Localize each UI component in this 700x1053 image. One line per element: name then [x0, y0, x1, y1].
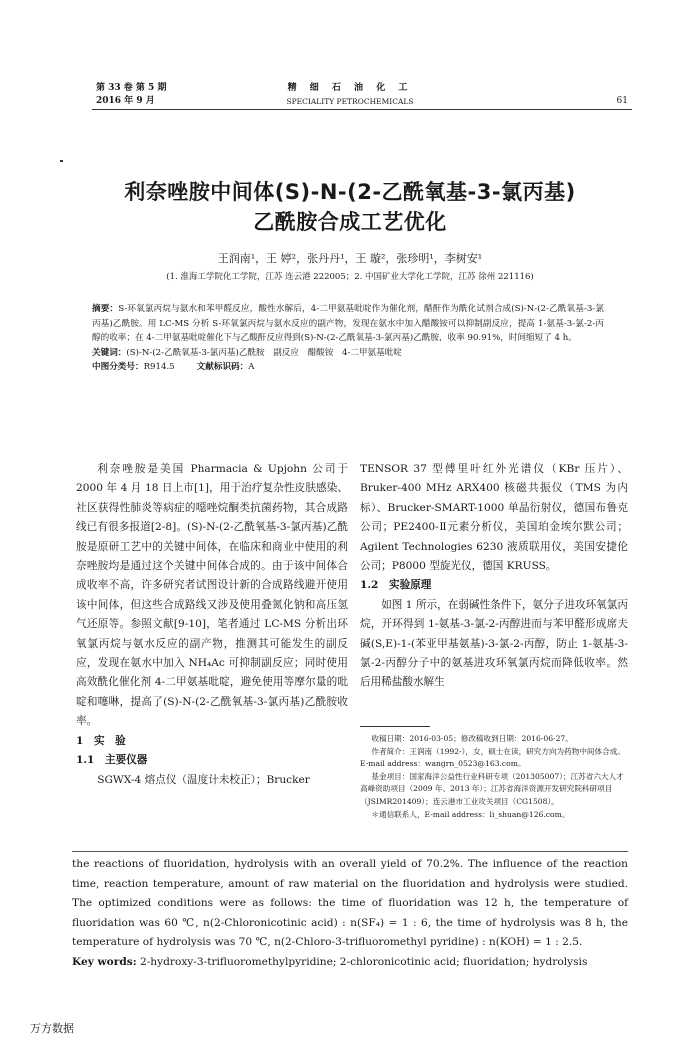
english-keywords-line	[72, 953, 628, 973]
principle-paragraph: 如图 1 所示，在弱碱性条件下，氨分子进攻环氧氯丙烷，开环得到 1-氨基-3-氯-2-丙醇进而与苯甲醛形成席夫碱(S,E)-1-(苯亚甲基氨基)-3-氯-2-丙醇，防止 1-氨基-3-氯-2-丙醇分子中的氨基进攻环氧氯丙烷而降低收率。然后用稀盐酸水解生	[360, 598, 628, 689]
keywords-label: 关键词：	[92, 347, 127, 358]
footnote-fund: 基金项目：国家海洋公益性行业科研专项（201305007）；江苏省六大人才高峰资助项目（2009 年、2013 年）；江苏省海洋资源开发研究院科研项目（JSIMR201409）；连云港市工业攻关项目（CG1508）。	[360, 771, 624, 806]
paper-title-line-1: 利奈唑胺中间体(S)-N-(2-乙酰氧基-3-氯丙基)	[124, 180, 576, 204]
issue-date: 2016 年 9 月	[96, 96, 155, 106]
english-keywords-text: 2-hydroxy-3-trifluoromethylpyridine; 2-chloronicotinic acid; fluoridation; hydrolysis	[139, 955, 588, 968]
section-divider	[72, 851, 628, 852]
introduction-paragraph: 利奈唑胺是美国 Pharmacia & Upjohn 公司于 2000 年 4 月 18 日上市[1]，用于治疗复杂性皮肤感染、社区获得性肺炎等病症的噁唑烷酮类抗菌药物，其合成路线已有很多报道[2-8]。(S)-N-(2-乙酰氧基-3-氯丙基)乙酰胺是原研工艺中的关键中间体，在临床和商业中使用的利奈唑胺均是通过这个关键中间体合成的。由于该中间体合成收率不高，许多研究者试图设计新的合成路线避开使用该中间体，但这些合成路线又涉及使用叠氮化钠和高压氢气还原等。参照文献[9-10]，笔者通过 LC-MS 分析出环氧氯丙烷与氨水反应的副产物，推测其可能发生的副反应，发现在氨水中加入 NH₄Ac 可抑制副反应；同时使用高效酰化催化剂 4-二甲氨基吡啶，避免使用等摩尔量的吡啶和噻啉，提高了(S)-N-(2-乙酰氧基-3-氯丙基)乙酰胺收率。	[76, 463, 348, 728]
footnote-rule	[360, 726, 430, 727]
english-abstract-fragment	[72, 855, 628, 973]
section-heading-principle: 1.2 实验原理	[360, 579, 432, 592]
body-column-left	[76, 460, 348, 790]
header-rule	[92, 109, 632, 110]
footnotes	[360, 733, 628, 821]
section-heading-experiment: 1 实 验	[76, 734, 126, 747]
issue-info	[96, 82, 166, 108]
author-list: 王润南¹，王 婷²，张丹丹¹，王 璇²，张珍明¹，李树安¹	[217, 252, 483, 265]
journal-name-cn: 精 细 石 油 化 工	[287, 83, 413, 93]
classification-line	[92, 360, 604, 375]
section-heading-instruments: 1.1 主要仪器	[76, 754, 148, 767]
paper-title-line-2: 乙酰胺合成工艺优化	[253, 210, 447, 234]
volume-issue: 第 33 卷 第 5 期	[96, 83, 167, 93]
doc-code-value: A	[248, 362, 255, 373]
journal-name-en: SPECIALITY PETROCHEMICALS	[286, 97, 414, 106]
english-keywords-label: Key words:	[72, 955, 137, 968]
body-column-right	[360, 460, 628, 693]
footnote-author: 作者简介：王润南（1992-），女，硕士在读，研究方向为药物中间体合成。E-mail address：wangrn_0523@163.com。	[360, 746, 625, 769]
abstract-paragraph	[92, 302, 604, 346]
keywords-line	[92, 346, 604, 361]
clc-value: R914.5	[143, 362, 175, 373]
doc-code-label: 文献标识码：	[196, 362, 249, 373]
abstract-block	[92, 302, 604, 375]
clc-label: 中图分类号：	[92, 362, 144, 373]
english-abstract-text: the reactions of fluoridation, hydrolysis with an overall yield of 70.2%. The influence of the reaction time, reaction temperature, amount of raw material on the fluoridation and hydrolysis were studied. The optimized conditions were as follows: the time of fluoridation was 12 h, the temperature of fluoridation was 60 ℃, n(2-Chloronicotinic acid) : n(SF₄) = 1 : 6, the time of hydrolysis was 8 h, the temperature of hydrolysis was 70 ℃, n(2-Chloro-3-trifluoromethyl pyridine) : n(KOH) = 1 : 2.5.	[72, 858, 628, 949]
abstract-text: S-环氧氯丙烷与氨水和苯甲醛反应，酸性水解后，4-二甲氨基吡啶作为催化剂，醋酐作为酰化试剂合成(S)-N-(2-乙酰氧基-3-氯丙基)乙酰胺。用 LC-MS 分析 S-环氧氯丙烷与氨水反应的副产物，发现在氨水中加入醋酸铵可以抑制副反应，提高 1-氨基-3-氯-2-丙醇的收率；在 4-二甲氨基吡啶催化下与乙酸酐反应得到(S)-N-(2-乙酰氧基-3-氯丙基)乙酰胺，收率 90.91%，时间缩短了 4 h。	[92, 304, 604, 344]
abstract-label: 摘要：	[92, 304, 119, 314]
journal-header	[250, 82, 450, 108]
watermark: 万方数据	[30, 1022, 74, 1035]
page-number: 61	[616, 96, 628, 106]
instruments-paragraph-continued: TENSOR 37 型傅里叶红外光谱仪（KBr 压片）、Bruker-400 MHz ARX400 核磁共振仪（TMS 为内标）、Brucker-SMART-1000 单晶衍射仪，德国布鲁克公司；PE2400-Ⅱ元素分析仪，美国珀金埃尔默公司；Agilent Technologies 6230 液质联用仪，美国安捷伦公司；P8000 型旋光仪，德国 KRUSS。	[360, 463, 628, 573]
instruments-paragraph-start: SGWX-4 熔点仪（温度计未校正）；Brucker	[97, 773, 310, 786]
footnote-received: 收稿日期：2016-03-05；修改稿收到日期：2016-06-27。	[371, 734, 573, 743]
keywords-text: (S)-N-(2-乙酰氧基-3-氯丙基)乙酰胺 副反应 醋酸铵 4-二甲氨基吡啶	[126, 347, 402, 358]
affiliations: (1. 淮海工学院化工学院，江苏 连云港 222005；2. 中国矿业大学化工学院，江苏 徐州 221116)	[166, 272, 534, 282]
margin-mark	[60, 160, 63, 162]
footnote-contact: ＊通信联系人，E-mail address：li_shuan@126.com。	[371, 809, 570, 819]
